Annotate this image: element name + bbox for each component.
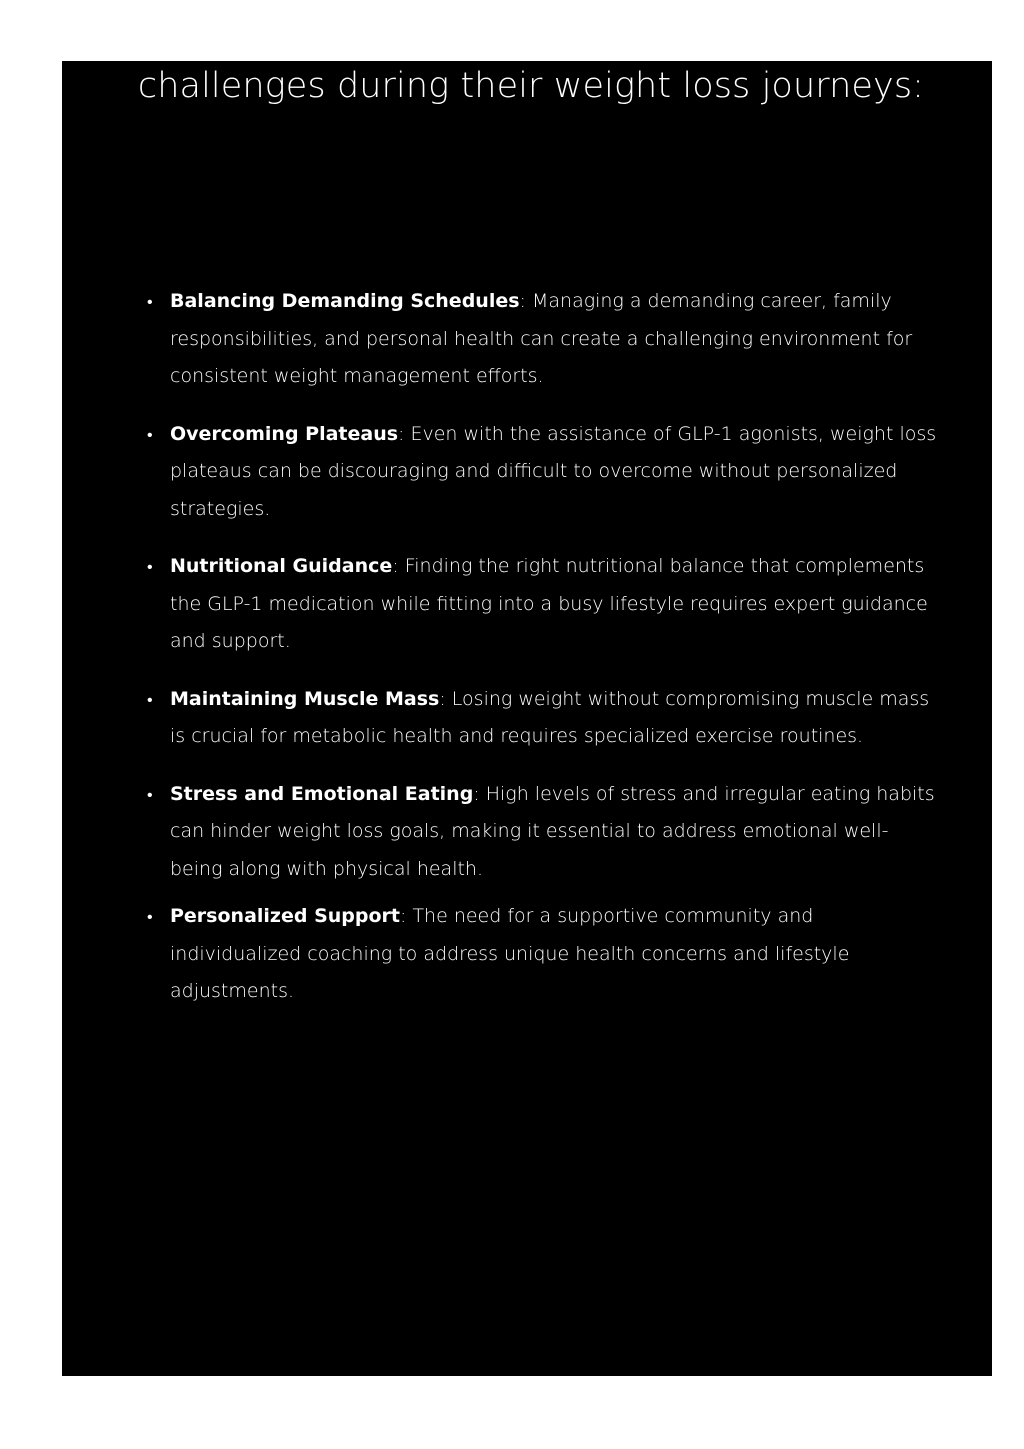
- list-item: [147, 283, 937, 396]
- item-term: Balancing Demanding Schedules: [170, 290, 520, 312]
- item-term: Stress and Emotional Eating: [170, 782, 474, 805]
- section-heading: challenges during their weight loss journeys:: [137, 66, 925, 106]
- list-item: [147, 548, 937, 661]
- bullet-icon: •: [147, 907, 153, 926]
- content-panel: [62, 61, 992, 1376]
- list-item: [147, 898, 937, 1011]
- bullet-icon: •: [147, 784, 153, 804]
- item-text: Finding the right nutritional balance that complements the GLP-1 medication while fitting into a busy lifestyle requires expert guidance and support.: [170, 555, 928, 652]
- challenges-list: [147, 283, 937, 1031]
- item-separator: :: [392, 555, 399, 577]
- item-text: Losing weight without compromising muscle mass is crucial for metabolic health and requires specialized exercise routines.: [170, 687, 930, 747]
- list-item: [147, 681, 937, 756]
- bullet-icon: •: [147, 689, 153, 709]
- item-separator: :: [398, 422, 405, 445]
- bullet-icon: •: [147, 557, 153, 576]
- item-term: Overcoming Plateaus: [170, 422, 399, 445]
- bullet-icon: •: [147, 292, 153, 311]
- item-term: Nutritional Guidance: [170, 555, 393, 577]
- item-text: Managing a demanding career, family responsibilities, and personal health can create a challenging environment for consistent weight management efforts.: [170, 290, 913, 387]
- item-term: Maintaining Muscle Mass: [170, 687, 440, 710]
- bullet-icon: •: [147, 424, 153, 444]
- item-separator: :: [400, 905, 407, 927]
- list-item: [147, 776, 937, 889]
- list-item: [147, 416, 937, 529]
- item-text: The need for a supportive community and individualized coaching to address unique health concerns and lifestyle adjustments.: [170, 905, 850, 1002]
- item-term: Personalized Support: [170, 905, 400, 927]
- item-text: High levels of stress and irregular eating habits can hinder weight loss goals, making it essential to address emotional well-being along with physical health.: [170, 782, 935, 880]
- item-text: Even with the assistance of GLP-1 agonists, weight loss plateaus can be discouraging and difficult to overcome without personalized strategies.: [170, 422, 937, 520]
- item-separator: :: [519, 290, 526, 312]
- item-separator: :: [473, 782, 480, 805]
- item-separator: :: [439, 687, 446, 710]
